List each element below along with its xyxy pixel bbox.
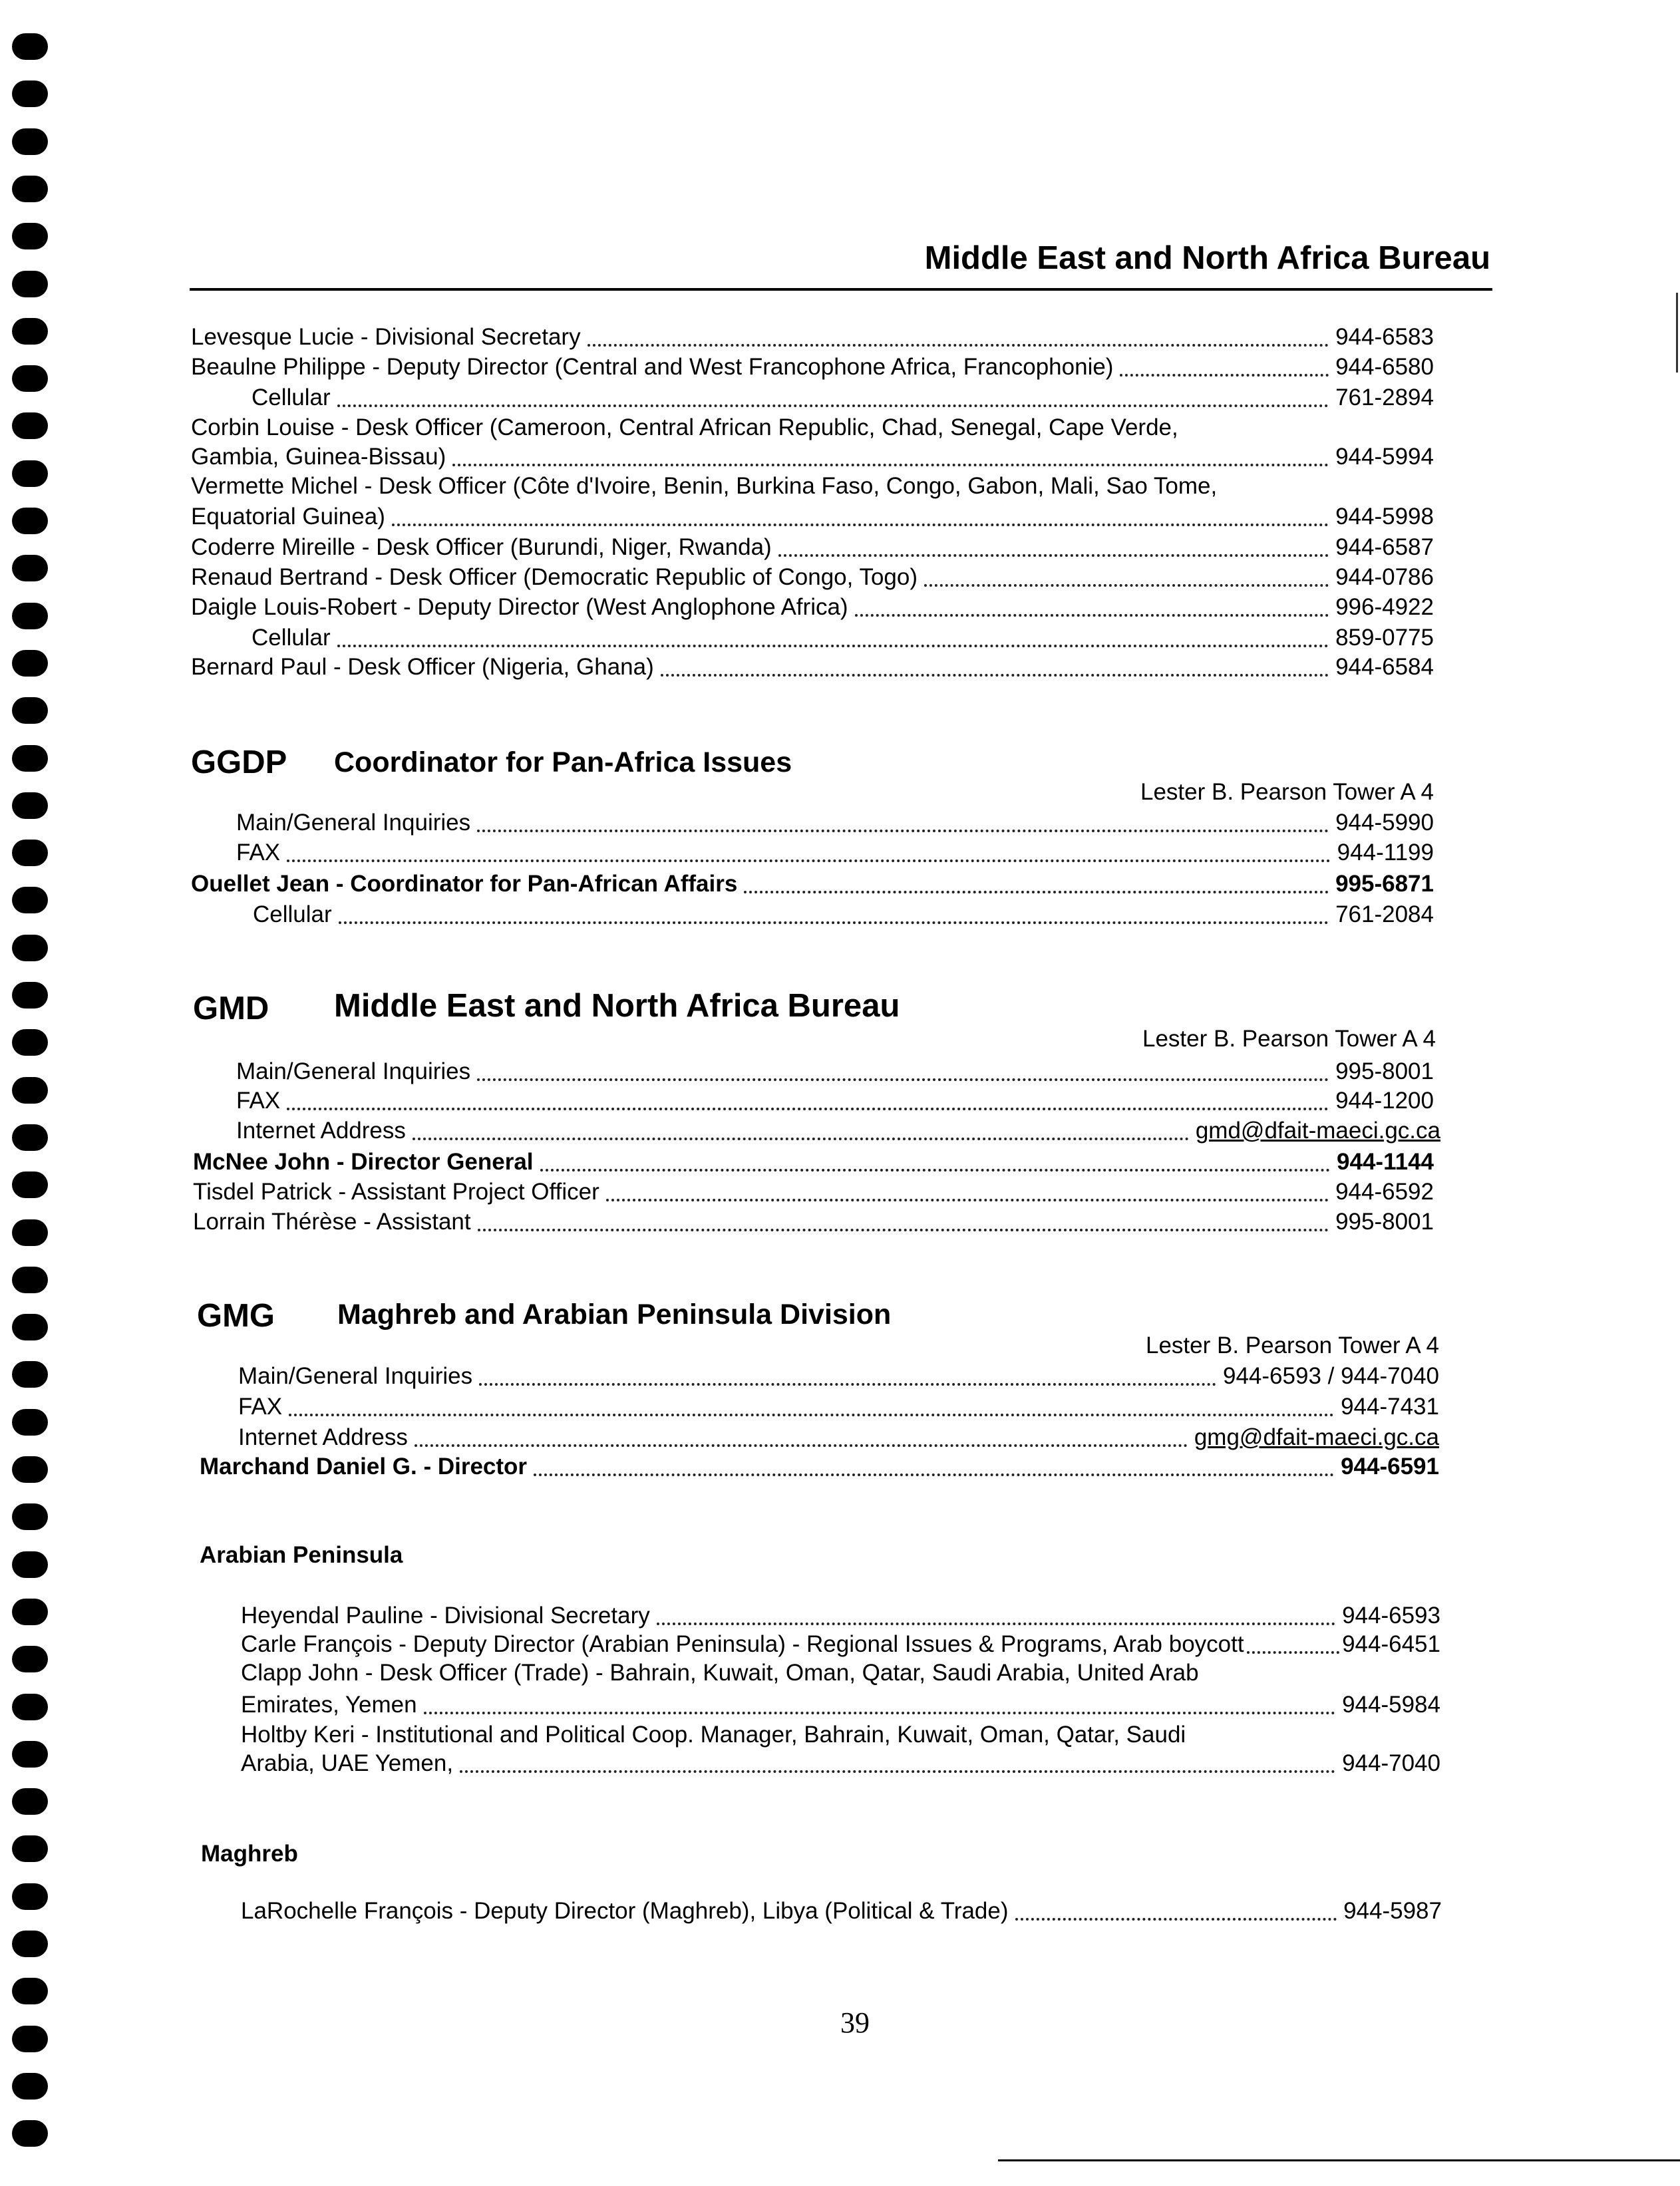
binder-hole <box>12 1124 48 1151</box>
entry-corbin: Gambia, Guinea-Bissau) 944-5994 <box>191 444 1434 470</box>
binder-hole <box>12 460 48 487</box>
bottom-edge-rule <box>998 2159 1680 2161</box>
section-title-gmd: Middle East and North Africa Bureau <box>334 988 900 1024</box>
header-rule <box>190 288 1492 291</box>
arabian-clapp-line1: Clapp John - Desk Officer (Trade) - Bahrain, Kuwait, Oman, Qatar, Saudi Arabia, United Arab <box>241 1660 1199 1686</box>
binder-hole <box>12 1978 48 2004</box>
gmd-tisdel: Tisdel Patrick - Assistant Project Officer 944-6592 <box>193 1179 1434 1205</box>
gmd-email-link[interactable]: gmd@dfait-maeci.gc.ca <box>1195 1118 1440 1144</box>
gmg-location: Lester B. Pearson Tower A 4 <box>1145 1332 1439 1358</box>
binder-hole <box>12 1409 48 1436</box>
ggdp-fax: FAX 944-1199 <box>236 840 1434 865</box>
entry-beaulne-cellular: Cellular 761-2894 <box>252 385 1434 410</box>
binder-hole <box>12 318 48 345</box>
binder-hole <box>12 1788 48 1815</box>
page-edge-mark <box>1676 293 1678 373</box>
entry-vermette: Equatorial Guinea) 944-5998 <box>191 504 1434 530</box>
arabian-carle: Carle François - Deputy Director (Arabian Peninsula) - Regional Issues & Programs, Arab boycott 944-6451 <box>241 1631 1440 1657</box>
binder-hole <box>12 223 48 249</box>
arabian-clapp: Emirates, Yemen 944-5984 <box>241 1692 1440 1718</box>
binder-hole <box>12 1599 48 1625</box>
binder-hole <box>12 1456 48 1483</box>
entry-beaulne: Beaulne Philippe - Deputy Director (Central and West Francophone Africa, Francophonie) 944-6580 <box>191 354 1434 380</box>
binder-hole <box>12 935 48 961</box>
binder-hole <box>12 840 48 866</box>
entry-daigle-cellular: Cellular 859-0775 <box>252 625 1434 651</box>
binder-hole <box>12 365 48 392</box>
binder-hole <box>12 1361 48 1388</box>
binder-hole <box>12 792 48 819</box>
binder-hole <box>12 887 48 913</box>
gmd-fax: FAX 944-1200 <box>236 1088 1434 1114</box>
section-title-gmg: Maghreb and Arabian Peninsula Division <box>337 1299 892 1330</box>
maghreb-larochelle: LaRochelle François - Deputy Director (Maghreb), Libya (Political & Trade) 944-5987 <box>241 1898 1442 1924</box>
binder-hole <box>12 1835 48 1862</box>
binder-hole <box>12 1931 48 1957</box>
gmd-mcnee: McNee John - Director General 944-1144 <box>193 1149 1434 1175</box>
binder-hole <box>12 1029 48 1056</box>
gmd-location: Lester B. Pearson Tower A 4 <box>1142 1026 1436 1052</box>
binder-hole <box>12 33 48 60</box>
bureau-header-title: Middle East and North Africa Bureau <box>924 240 1490 276</box>
page-number: 39 <box>840 2006 870 2039</box>
ggdp-ouellet: Ouellet Jean - Coordinator for Pan-African Affairs 995-6871 <box>191 871 1434 897</box>
gmg-marchand: Marchand Daniel G. - Director 944-6591 <box>200 1454 1439 1480</box>
binder-hole <box>12 1219 48 1246</box>
binder-hole <box>12 128 48 155</box>
gmg-email-link[interactable]: gmg@dfait-maeci.gc.ca <box>1194 1424 1439 1450</box>
binder-hole <box>12 1077 48 1104</box>
entry-levesque: Levesque Lucie - Divisional Secretary 944-6583 <box>191 324 1434 350</box>
binder-hole <box>12 650 48 677</box>
binder-hole <box>12 508 48 534</box>
section-code-gmg: GMG <box>197 1298 275 1334</box>
binder-hole <box>12 412 48 439</box>
entry-bernard: Bernard Paul - Desk Officer (Nigeria, Ghana) 944-6584 <box>191 654 1434 680</box>
binder-hole <box>12 80 48 107</box>
section-title-ggdp: Coordinator for Pan-Africa Issues <box>334 746 792 778</box>
entry-corbin-line1: Corbin Louise - Desk Officer (Cameroon, Central African Republic, Chad, Senegal, Cape Verde, <box>191 414 1178 440</box>
section-code-ggdp: GGDP <box>191 744 287 780</box>
binder-hole <box>12 2073 48 2100</box>
binder-hole <box>12 176 48 202</box>
binder-hole <box>12 1694 48 1720</box>
binder-hole <box>12 697 48 724</box>
binder-hole <box>12 1503 48 1530</box>
binder-hole <box>12 1741 48 1768</box>
binder-hole <box>12 745 48 772</box>
arabian-heyendal: Heyendal Pauline - Divisional Secretary 944-6593 <box>241 1603 1440 1629</box>
binder-holes <box>12 33 49 2175</box>
gmd-lorrain: Lorrain Thérèse - Assistant 995-8001 <box>193 1209 1434 1235</box>
entry-coderre: Coderre Mireille - Desk Officer (Burundi, Niger, Rwanda) 944-6587 <box>191 534 1434 560</box>
ggdp-location: Lester B. Pearson Tower A 4 <box>1140 779 1434 805</box>
binder-hole <box>12 1883 48 1910</box>
gmd-internet-address: Internet Address gmd@dfait-maeci.gc.ca <box>236 1116 1440 1146</box>
entry-daigle: Daigle Louis-Robert - Deputy Director (West Anglophone Africa) 996-4922 <box>191 594 1434 620</box>
binder-hole <box>12 555 48 581</box>
binder-hole <box>12 603 48 629</box>
arabian-holtby: Arabia, UAE Yemen, 944-7040 <box>241 1750 1440 1776</box>
entry-renaud: Renaud Bertrand - Desk Officer (Democratic Republic of Congo, Togo) 944-0786 <box>191 564 1434 590</box>
binder-hole <box>12 1171 48 1198</box>
binder-hole <box>12 271 48 297</box>
gmg-fax: FAX 944-7431 <box>238 1394 1439 1420</box>
binder-hole <box>12 982 48 1009</box>
subsection-heading-maghreb: Maghreb <box>201 1841 298 1867</box>
binder-hole <box>12 1551 48 1578</box>
ggdp-ouellet-cellular: Cellular 761-2084 <box>253 901 1434 927</box>
gmg-internet-address: Internet Address gmg@dfait-maeci.gc.ca <box>238 1422 1439 1453</box>
arabian-holtby-line1: Holtby Keri - Institutional and Political Coop. Manager, Bahrain, Kuwait, Oman, Qatar, Saudi <box>241 1722 1186 1748</box>
binder-hole <box>12 1267 48 1293</box>
gmg-main-inquiries: Main/General Inquiries 944-6593 / 944-7040 <box>238 1363 1439 1389</box>
binder-hole <box>12 1314 48 1340</box>
subsection-heading-arabian-peninsula: Arabian Peninsula <box>200 1542 403 1568</box>
ggdp-main-inquiries: Main/General Inquiries 944-5990 <box>236 810 1434 836</box>
entry-vermette-line1: Vermette Michel - Desk Officer (Côte d'Ivoire, Benin, Burkina Faso, Congo, Gabon, Mali, Sao Tome, <box>191 473 1218 499</box>
section-code-gmd: GMD <box>193 991 269 1026</box>
binder-hole <box>12 1646 48 1672</box>
binder-hole <box>12 2026 48 2052</box>
binder-hole <box>12 2120 48 2147</box>
gmd-main-inquiries: Main/General Inquiries 995-8001 <box>236 1058 1434 1084</box>
